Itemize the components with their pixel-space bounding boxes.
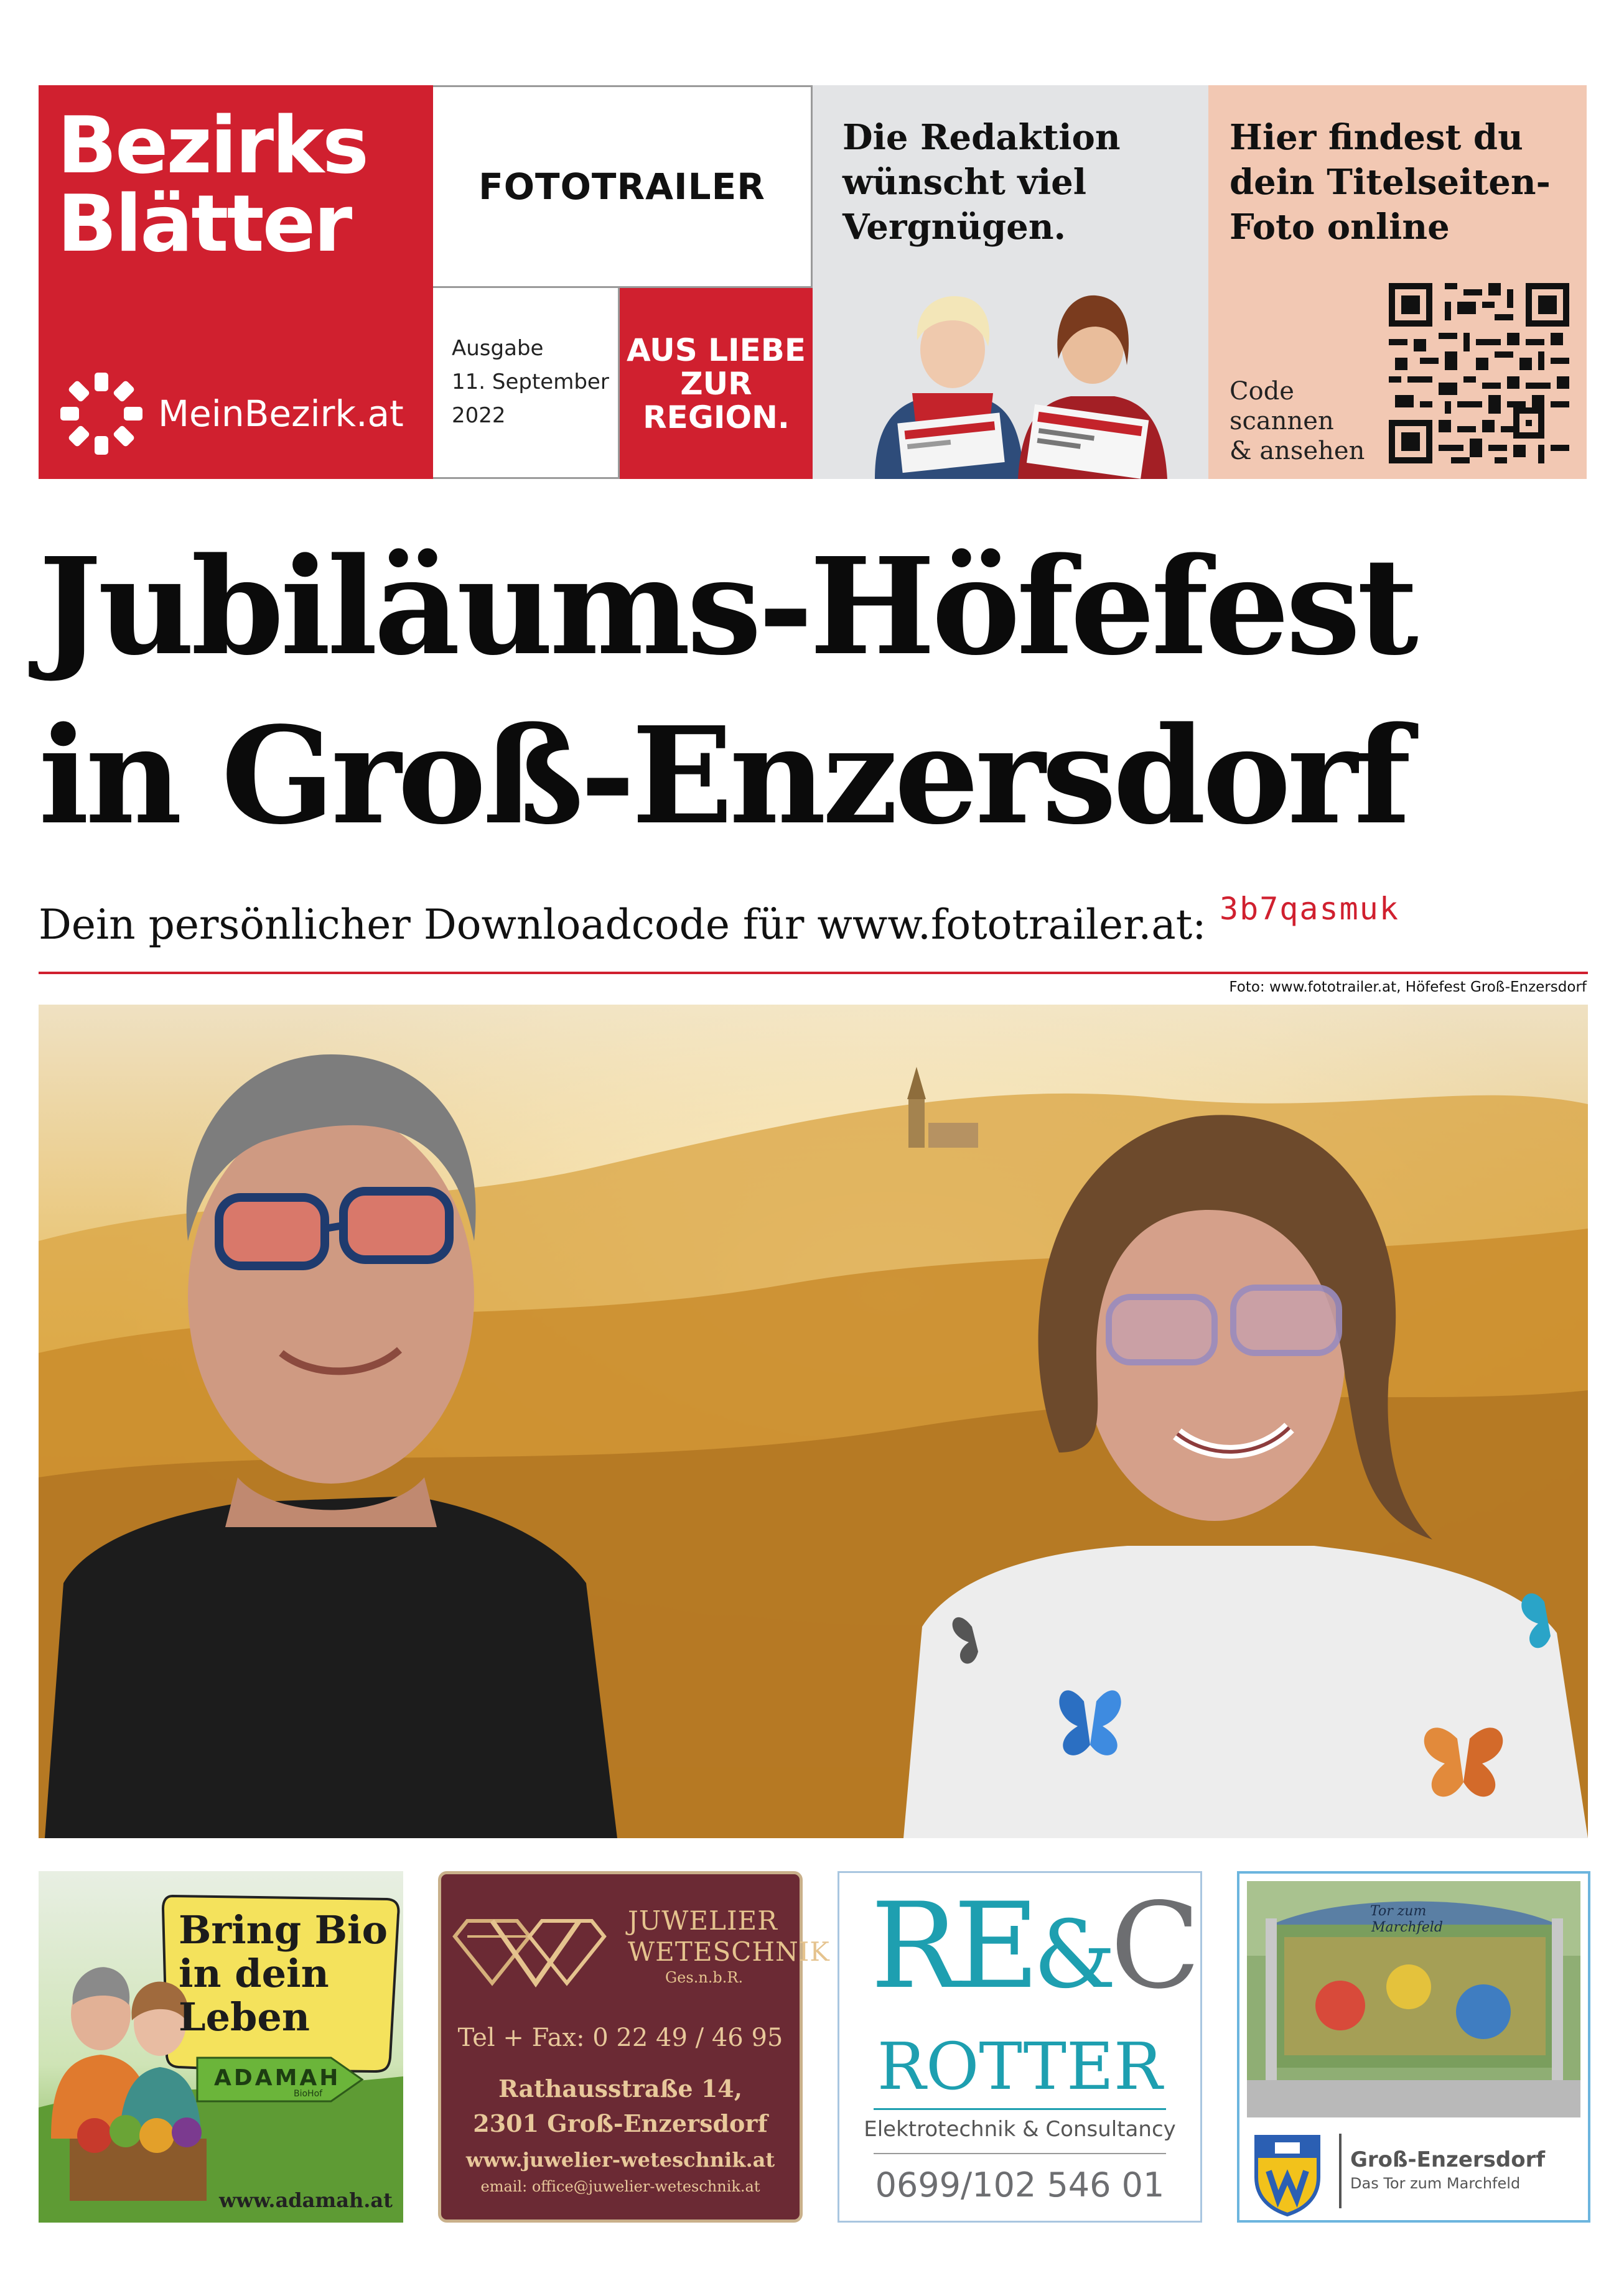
fototrailer-label: FOTOTRAILER [478,165,765,208]
juwelier-web[interactable]: www.juwelier-weteschnik.at [465,2148,775,2172]
online-box [1208,85,1587,479]
main-photo [39,1005,1588,1838]
juwelier-city: 2301 Groß-Enzersdorf [473,2109,768,2137]
gemeinde-name: Groß-Enzersdorf [1350,2147,1546,2172]
fototrailer-box [433,85,813,288]
issue-year: 2022 [452,403,506,428]
adamah-slogan [179,1908,388,2039]
online-text [1230,115,1551,249]
ad-adamah[interactable] [39,1871,403,2223]
site-name: MeinBezirk.at [158,393,404,435]
brand-logo-box [39,85,433,479]
juwelier-line-1: JUWELIER [628,1905,778,1936]
brand-name [57,100,367,269]
editorial-line-1: Die Redaktion [842,117,1121,158]
juwelier-line-2: WETESCHNIK [628,1936,830,1967]
brand-line-2: Blätter [57,178,351,269]
headline-line-1: Jubiläums-Höfefest [39,529,1415,685]
rotter-logo [870,1877,1195,2017]
slogan-line-1: AUS LIEBE [626,332,806,368]
ad-juwelier[interactable] [438,1871,830,2223]
rotter-logo-re: RE [870,1877,1034,2015]
meinbezirk-logo-icon [55,367,148,460]
scan-text [1230,376,1365,466]
scan-line-2: scannen [1230,407,1334,435]
online-line-3: Foto online [1230,207,1450,248]
download-code[interactable]: 3b7qasmuk [1220,891,1399,927]
gate-sign-line-2: Marchfeld [1371,1920,1443,1935]
main-photo-image [39,1005,1588,1838]
rotter-logo-c: C [1110,1877,1195,2015]
editorial-line-3: Vergnügen. [842,207,1066,248]
rotter-logo-amp: & [1033,1901,1111,2009]
juwelier-line-3: Ges.n.b.R. [665,1969,744,1986]
editorial-line-2: wünscht viel [842,162,1087,203]
rotter-name: ROTTER [877,2029,1163,2104]
online-line-2: dein Titelseiten- [1230,162,1551,203]
juwelier-phone[interactable]: Tel + Fax: 0 22 49 / 46 95 [457,2024,783,2052]
site-row [55,367,404,460]
slogan-box [620,288,813,479]
juwelier-email[interactable]: email: office@juwelier-weteschnik.at [480,2178,760,2195]
rotter-phone[interactable]: 0699/102 546 01 [875,2165,1165,2205]
gate-sign-line-1: Tor zum [1370,1903,1427,1919]
brand-line-1: Bezirks [57,100,367,191]
ad-rotter[interactable] [838,1871,1202,2223]
issue-date: 11. September [452,369,609,394]
photo-credit: Foto: www.fototrailer.at, Höfefest Groß-Enzersdorf [1229,979,1587,995]
diamond-icon [449,1908,623,1989]
slogan-line-3: REGION. [643,399,790,435]
adamah-line-1: Bring Bio [179,1907,388,1953]
juwelier-street: Rathausstraße 14, [498,2075,742,2103]
adamah-brand: ADAMAH [214,2065,341,2091]
qr-code-icon[interactable] [1389,283,1569,463]
rotter-rule-2 [874,2153,1166,2154]
gemeinde-tagline: Das Tor zum Marchfeld [1350,2175,1521,2192]
rotter-sub: Elektrotechnik & Consultancy [864,2117,1176,2142]
editorial-box [813,85,1208,479]
download-label: Dein persönlicher Downloadcode für www.fototrailer.at: [39,901,1206,949]
online-line-1: Hier findest du [1230,117,1523,158]
coat-of-arms-icon [1253,2134,1322,2216]
adamah-sub: BioHof [294,2089,323,2099]
scan-line-1: Code [1230,377,1294,406]
issue-label: Ausgabe [452,336,544,361]
scan-line-3: & ansehen [1230,437,1365,465]
ad-gemeinde[interactable] [1237,1871,1590,2223]
adamah-line-3: Leben [179,1994,310,2040]
issue-box [433,288,620,479]
slogan-line-2: ZUR [680,365,752,402]
editorial-text [842,115,1121,249]
editorial-team-photo [850,272,1174,479]
adamah-url[interactable]: www.adamah.at [219,2188,393,2212]
divider-rule [39,972,1588,974]
rotter-rule [874,2108,1166,2110]
gemeinde-divider [1339,2134,1342,2208]
headline [39,523,1588,861]
headline-line-2: in Groß-Enzersdorf [39,698,1407,854]
adamah-line-2: in dein [179,1951,329,1996]
